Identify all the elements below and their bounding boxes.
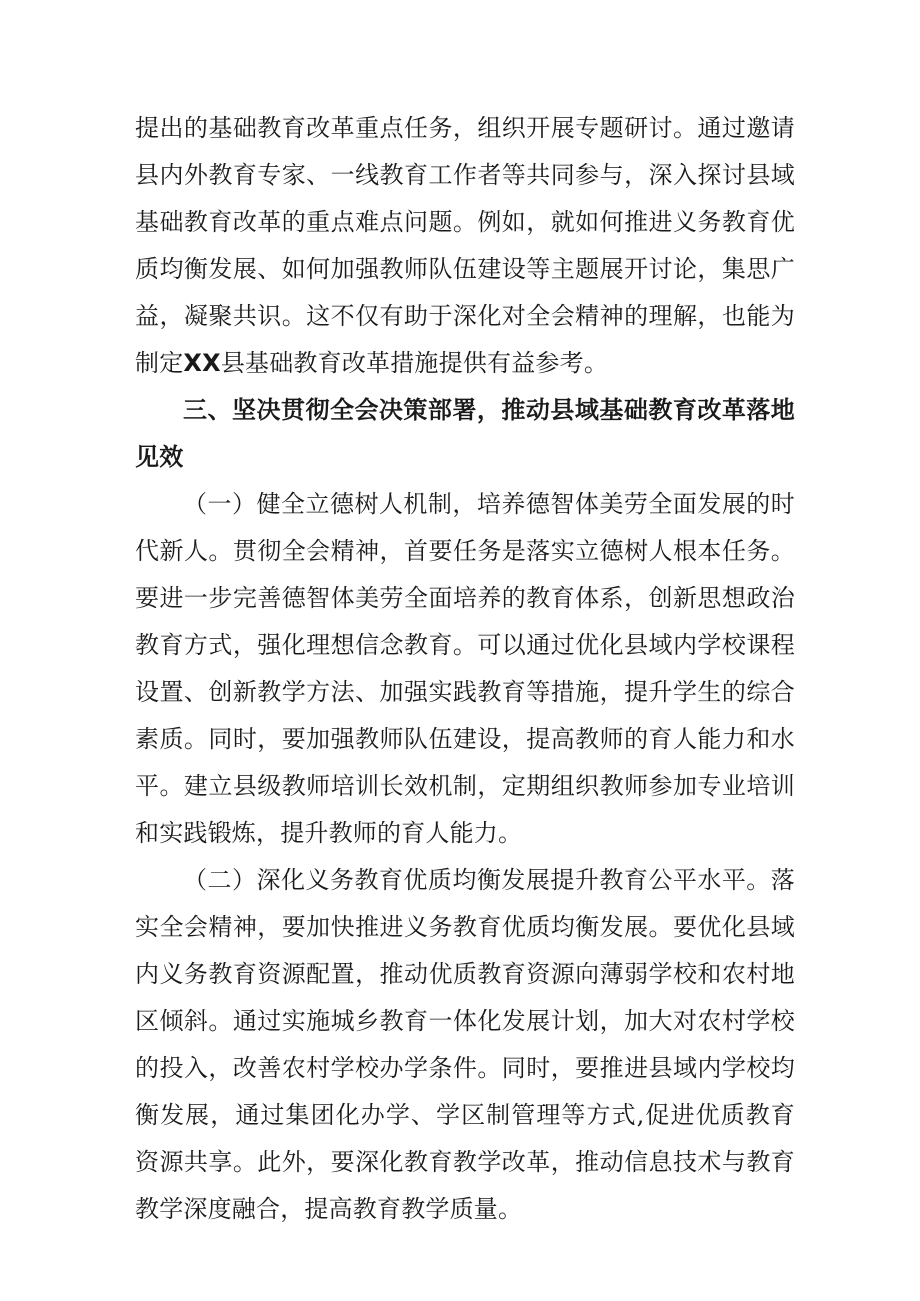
- paragraph-subsection-1: （一）健全立德树人机制，培养德智体美劳全面发展的时代新人。贯彻全会精神，首要任务是落实立德树人根本任务。要进一步完善德智体美劳全面培养的教育体系，创新思想政治教育方式，强化理想信念教育。可以通过优化县域内学校课程设置、创新教学方法、加强实践教育等措施，提升学生的综合素质。同时，要加强教师队伍建设，提高教师的育人能力和水平。建立县级教师培训长效机制，定期组织教师参加专业培训和实践锻炼，提升教师的育人能力。: [135, 490, 795, 847]
- county-placeholder: XX: [183, 349, 221, 377]
- section-heading: 三、坚决贯彻全会决策部署，推动县域基础教育改革落地见效: [135, 396, 795, 471]
- paragraph-text-end: 县基础教育改革措施提供有益参考。: [220, 349, 609, 377]
- paragraph-subsection-2: （二）深化义务教育优质均衡发展提升教育公平水平。落实全会精神，要加快推进义务教育优质均衡发展。要优化县域内义务教育资源配置，推动优质教育资源向薄弱学校和农村地区倾斜。通过实施城乡教育一体化发展计划，加大对农村学校的投入，改善农村学校办学条件。同时，要推进县域内学校均衡发展，通过集团化办学、学区制管理等方式,促进优质教育资源共享。此外，要深化教育教学改革，推动信息技术与教育教学深度融合，提高教育教学质量。: [135, 866, 795, 1223]
- paragraph-text: 提出的基础教育改革重点任务，组织开展专题研讨。通过邀请县内外教育专家、一线教育工作者等共同参与，深入探讨县域基础教育改革的重点难点问题。例如，就如何推进义务教育优质均衡发展、如何加强教师队伍建设等主题展开讨论，集思广益，凝聚共识。这不仅有助于深化对全会精神的理解，也能为制定: [135, 114, 795, 377]
- document-body: [135, 105, 795, 1233]
- paragraph-continuation: [135, 105, 795, 387]
